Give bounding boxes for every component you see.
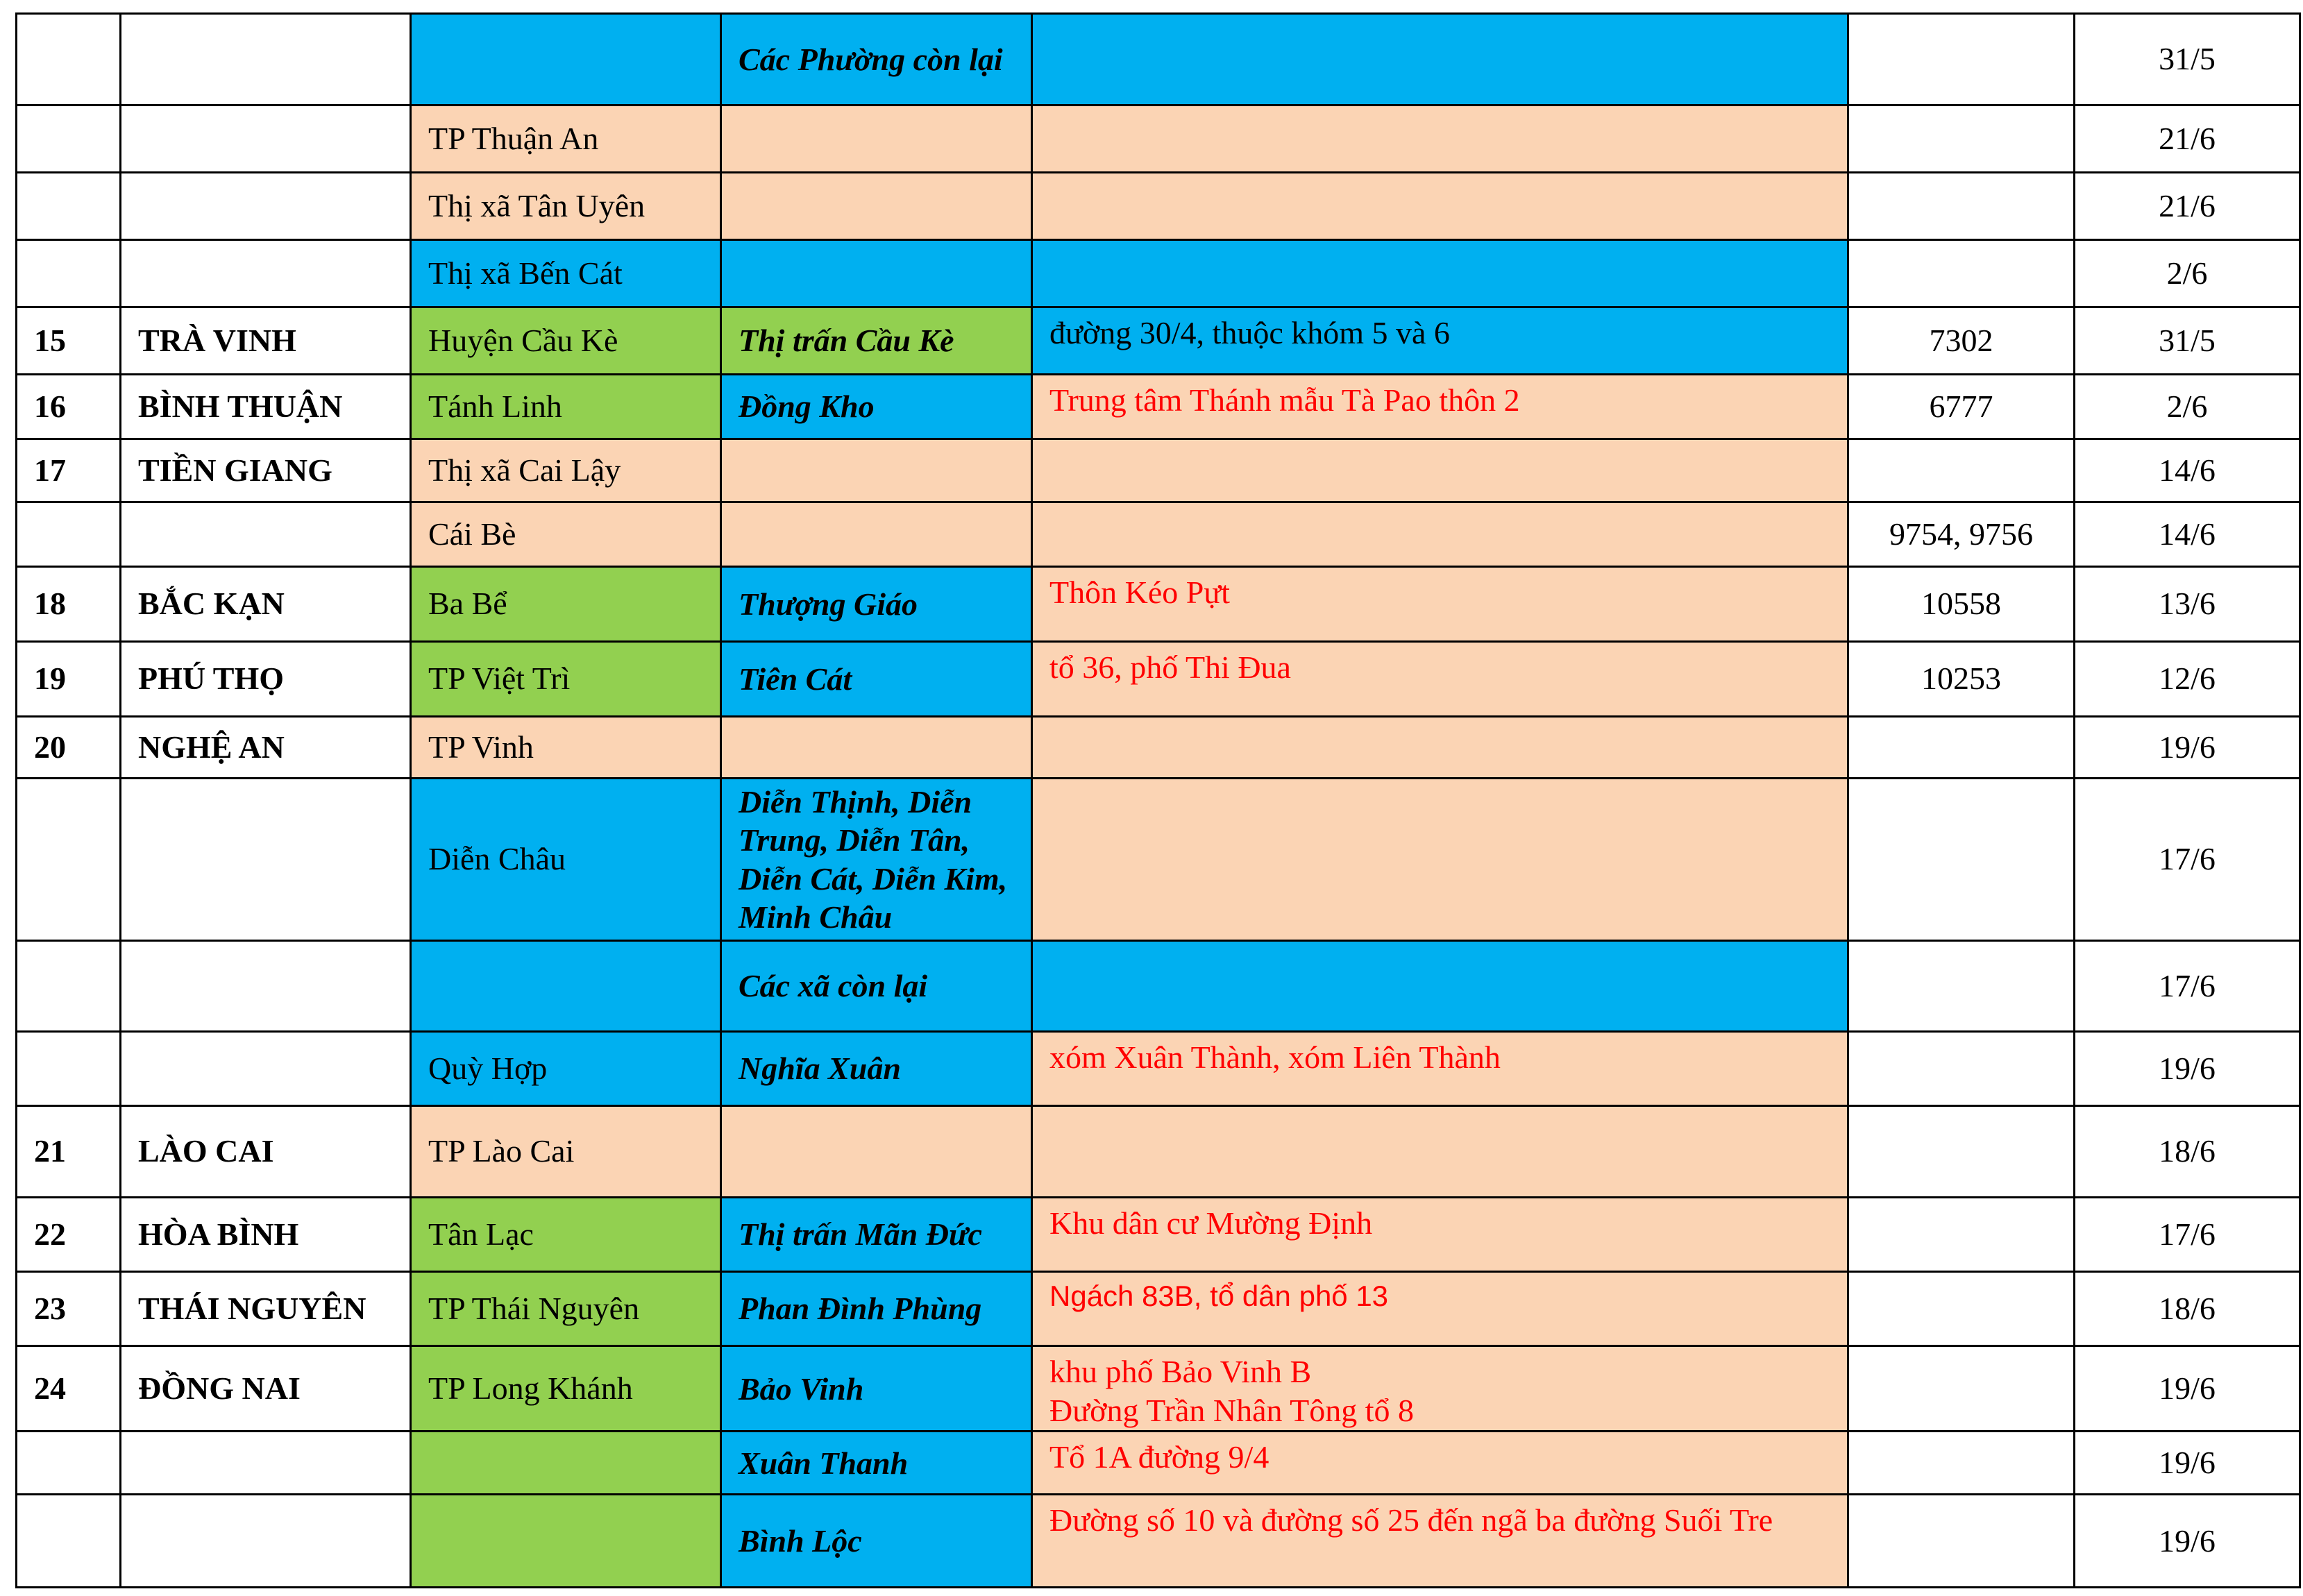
province-cell: THÁI NGUYÊN	[121, 1272, 411, 1346]
date-cell: 19/6	[2075, 1432, 2300, 1495]
table-row	[17, 1495, 2300, 1588]
detail-cell: Ngách 83B, tổ dân phố 13	[1032, 1272, 1848, 1346]
detail-cell: Đường số 10 và đường số 25 đến ngã ba đường Suối Tre	[1032, 1495, 1848, 1588]
province-cell	[121, 105, 411, 173]
province-cell: HÒA BÌNH	[121, 1198, 411, 1272]
row-number	[17, 502, 121, 567]
case-code-cell	[1848, 779, 2075, 941]
row-number	[17, 779, 121, 941]
detail-cell: tổ 36, phố Thi Đua	[1032, 642, 1848, 717]
table-row	[17, 173, 2300, 240]
date-cell: 17/6	[2075, 941, 2300, 1032]
row-number: 16	[17, 375, 121, 439]
case-code-cell: 6777	[1848, 375, 2075, 439]
date-cell: 2/6	[2075, 375, 2300, 439]
commune-cell: Các xã còn lại	[721, 941, 1032, 1032]
date-cell: 19/6	[2075, 1495, 2300, 1588]
province-cell	[121, 173, 411, 240]
row-number: 15	[17, 307, 121, 375]
date-cell: 19/6	[2075, 1346, 2300, 1432]
commune-cell: Các Phường còn lại	[721, 14, 1032, 105]
detail-cell: xóm Xuân Thành, xóm Liên Thành	[1032, 1032, 1848, 1106]
detail-cell: khu phố Bảo Vinh B Đường Trần Nhân Tông tổ 8	[1032, 1346, 1848, 1432]
district-cell: Huyện Cầu Kè	[411, 307, 721, 375]
row-number	[17, 105, 121, 173]
detail-cell	[1032, 173, 1848, 240]
district-cell: Cái Bè	[411, 502, 721, 567]
table-row	[17, 1198, 2300, 1272]
detail-cell	[1032, 779, 1848, 941]
case-code-cell	[1848, 717, 2075, 779]
district-cell: Thị xã Bến Cát	[411, 240, 721, 307]
date-cell: 31/5	[2075, 14, 2300, 105]
date-cell: 14/6	[2075, 502, 2300, 567]
row-number: 19	[17, 642, 121, 717]
table-row	[17, 375, 2300, 439]
table-row	[17, 779, 2300, 941]
commune-cell	[721, 173, 1032, 240]
detail-cell	[1032, 941, 1848, 1032]
row-number	[17, 1495, 121, 1588]
commune-cell	[721, 717, 1032, 779]
commune-cell	[721, 502, 1032, 567]
date-cell: 19/6	[2075, 1032, 2300, 1106]
district-cell	[411, 1432, 721, 1495]
province-cell: ĐỒNG NAI	[121, 1346, 411, 1432]
case-code-cell: 10253	[1848, 642, 2075, 717]
commune-cell	[721, 1106, 1032, 1198]
table-row	[17, 240, 2300, 307]
province-cell: BẮC KẠN	[121, 567, 411, 642]
row-number	[17, 1032, 121, 1106]
province-cell	[121, 1495, 411, 1588]
district-cell	[411, 1495, 721, 1588]
row-number: 21	[17, 1106, 121, 1198]
case-code-cell: 9754, 9756	[1848, 502, 2075, 567]
row-number: 23	[17, 1272, 121, 1346]
case-code-cell	[1848, 1198, 2075, 1272]
commune-cell: Đồng Kho	[721, 375, 1032, 439]
province-cell	[121, 240, 411, 307]
date-cell: 17/6	[2075, 1198, 2300, 1272]
province-cell: TRÀ VINH	[121, 307, 411, 375]
province-cell	[121, 502, 411, 567]
date-cell: 18/6	[2075, 1272, 2300, 1346]
case-code-cell	[1848, 941, 2075, 1032]
province-cell: TIỀN GIANG	[121, 439, 411, 502]
commune-cell: Nghĩa Xuân	[721, 1032, 1032, 1106]
province-cell: LÀO CAI	[121, 1106, 411, 1198]
detail-cell: đường 30/4, thuộc khóm 5 và 6	[1032, 307, 1848, 375]
detail-cell	[1032, 14, 1848, 105]
case-code-cell: 10558	[1848, 567, 2075, 642]
case-code-cell	[1848, 1432, 2075, 1495]
district-cell	[411, 14, 721, 105]
district-cell: Ba Bể	[411, 567, 721, 642]
district-cell: TP Thuận An	[411, 105, 721, 173]
district-cell: TP Vinh	[411, 717, 721, 779]
date-cell: 2/6	[2075, 240, 2300, 307]
outbreak-table	[15, 12, 2301, 1588]
row-number	[17, 240, 121, 307]
district-cell: TP Lào Cai	[411, 1106, 721, 1198]
district-cell: Tân Lạc	[411, 1198, 721, 1272]
case-code-cell	[1848, 173, 2075, 240]
detail-cell	[1032, 502, 1848, 567]
row-number	[17, 941, 121, 1032]
row-number: 24	[17, 1346, 121, 1432]
table-row	[17, 941, 2300, 1032]
date-cell: 19/6	[2075, 717, 2300, 779]
province-cell: BÌNH THUẬN	[121, 375, 411, 439]
commune-cell: Thượng Giáo	[721, 567, 1032, 642]
row-number	[17, 1432, 121, 1495]
case-code-cell	[1848, 439, 2075, 502]
table-body	[17, 14, 2300, 1588]
detail-cell: Tổ 1A đường 9/4	[1032, 1432, 1848, 1495]
case-code-cell	[1848, 1106, 2075, 1198]
commune-cell: Bình Lộc	[721, 1495, 1032, 1588]
table-row	[17, 105, 2300, 173]
case-code-cell	[1848, 14, 2075, 105]
district-cell: Diễn Châu	[411, 779, 721, 941]
district-cell: Thị xã Cai Lậy	[411, 439, 721, 502]
commune-cell: Diễn Thịnh, Diễn Trung, Diễn Tân, Diễn Cát, Diễn Kim, Minh Châu	[721, 779, 1032, 941]
table-row	[17, 1432, 2300, 1495]
detail-cell	[1032, 240, 1848, 307]
commune-cell: Tiên Cát	[721, 642, 1032, 717]
date-cell: 13/6	[2075, 567, 2300, 642]
province-cell: NGHỆ AN	[121, 717, 411, 779]
detail-cell: Khu dân cư Mường Định	[1032, 1198, 1848, 1272]
district-cell: TP Thái Nguyên	[411, 1272, 721, 1346]
date-cell: 14/6	[2075, 439, 2300, 502]
province-cell	[121, 941, 411, 1032]
table-row	[17, 307, 2300, 375]
table-row	[17, 14, 2300, 105]
case-code-cell	[1848, 1272, 2075, 1346]
row-number: 18	[17, 567, 121, 642]
date-cell: 12/6	[2075, 642, 2300, 717]
district-cell: Tánh Linh	[411, 375, 721, 439]
case-code-cell	[1848, 1495, 2075, 1588]
case-code-cell	[1848, 240, 2075, 307]
row-number: 20	[17, 717, 121, 779]
commune-cell: Thị trấn Mãn Đức	[721, 1198, 1032, 1272]
table-row	[17, 1272, 2300, 1346]
detail-cell	[1032, 105, 1848, 173]
date-cell: 18/6	[2075, 1106, 2300, 1198]
province-cell	[121, 14, 411, 105]
case-code-cell	[1848, 105, 2075, 173]
detail-cell: Thôn Kéo Pựt	[1032, 567, 1848, 642]
commune-cell	[721, 240, 1032, 307]
row-number	[17, 14, 121, 105]
case-code-cell: 7302	[1848, 307, 2075, 375]
case-code-cell	[1848, 1032, 2075, 1106]
date-cell: 21/6	[2075, 105, 2300, 173]
commune-cell	[721, 439, 1032, 502]
table-row	[17, 642, 2300, 717]
row-number: 17	[17, 439, 121, 502]
detail-cell	[1032, 1106, 1848, 1198]
province-cell	[121, 1432, 411, 1495]
province-cell	[121, 779, 411, 941]
case-code-cell	[1848, 1346, 2075, 1432]
commune-cell: Phan Đình Phùng	[721, 1272, 1032, 1346]
table-row	[17, 502, 2300, 567]
date-cell: 31/5	[2075, 307, 2300, 375]
table-row	[17, 567, 2300, 642]
province-cell	[121, 1032, 411, 1106]
date-cell: 17/6	[2075, 779, 2300, 941]
district-cell: Thị xã Tân Uyên	[411, 173, 721, 240]
table-row	[17, 717, 2300, 779]
detail-cell	[1032, 717, 1848, 779]
district-cell: TP Việt Trì	[411, 642, 721, 717]
province-cell: PHÚ THỌ	[121, 642, 411, 717]
commune-cell: Thị trấn Cầu Kè	[721, 307, 1032, 375]
detail-cell	[1032, 439, 1848, 502]
table-row	[17, 1032, 2300, 1106]
table-row	[17, 1346, 2300, 1432]
row-number: 22	[17, 1198, 121, 1272]
detail-cell: Trung tâm Thánh mẫu Tà Pao thôn 2	[1032, 375, 1848, 439]
table-row	[17, 439, 2300, 502]
district-cell: Quỳ Hợp	[411, 1032, 721, 1106]
district-cell: TP Long Khánh	[411, 1346, 721, 1432]
row-number	[17, 173, 121, 240]
commune-cell: Xuân Thanh	[721, 1432, 1032, 1495]
district-cell	[411, 941, 721, 1032]
commune-cell: Bảo Vinh	[721, 1346, 1032, 1432]
date-cell: 21/6	[2075, 173, 2300, 240]
commune-cell	[721, 105, 1032, 173]
table-row	[17, 1106, 2300, 1198]
